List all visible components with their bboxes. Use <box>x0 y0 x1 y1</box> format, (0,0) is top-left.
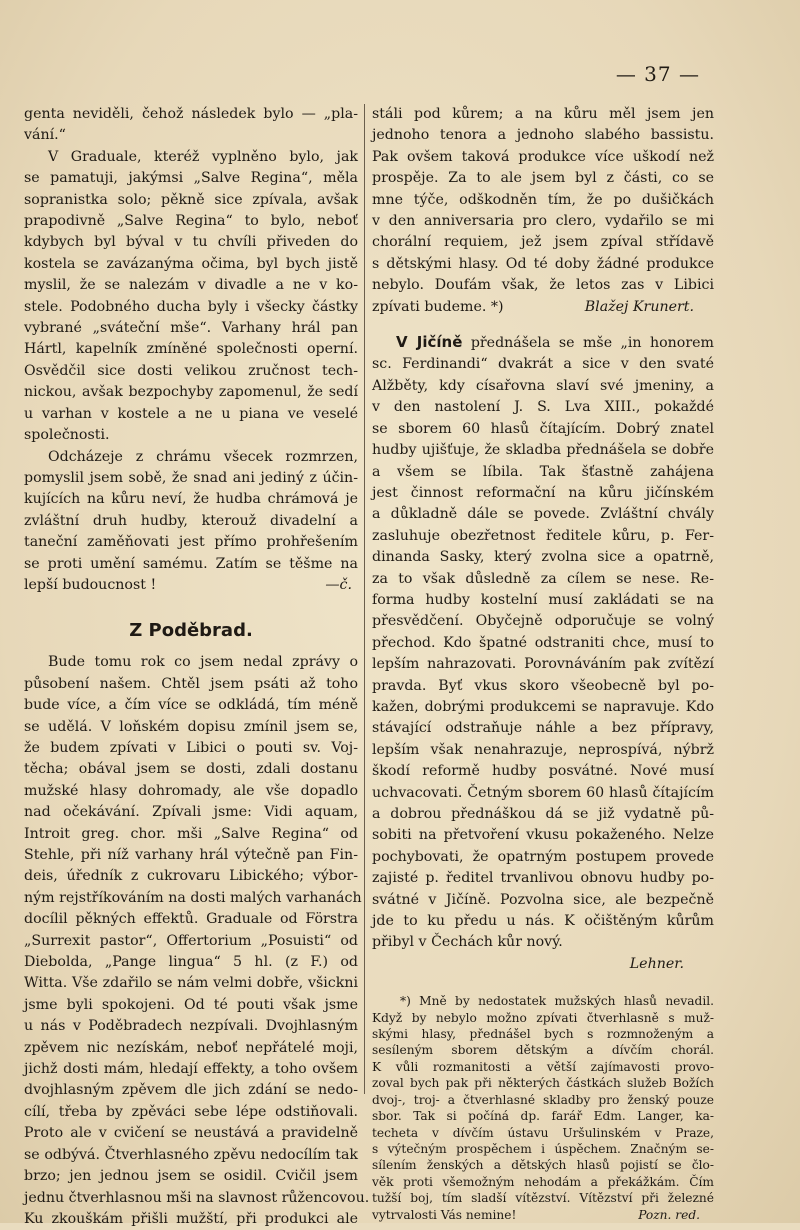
text-line: zvláštní druh hudby, kterouž divadelní a <box>24 512 358 529</box>
paragraph-1 <box>24 104 358 147</box>
page-number: — 37 — <box>615 62 700 86</box>
text-line: sobiti na přetvoření vkusu pokaženého. Nelze <box>372 827 714 844</box>
text-line: sc. Ferdinandi“ dvakrát a sice v den svaté <box>372 356 714 373</box>
text-line <box>372 332 714 354</box>
text-line: bude více, a čím více se odkládá, tím méně <box>24 697 358 714</box>
text-line: „Surrexit pastor“, Offertorium „Posuisti“ od <box>24 932 358 949</box>
footnote-line: s výtečným prospěchem i úspěchem. Značným se- <box>372 1141 714 1156</box>
text-line: lepším nahrazovati. Porovnáváním pak zvítězí <box>372 656 714 673</box>
text-line: stáli pod kůrem; a na kůru měl jsem jen <box>372 106 714 122</box>
text-line: a důkladně dále se povede. Zvláštní chvály <box>372 506 714 523</box>
text-line: genta neviděli, čehož následek bylo — „pla- <box>24 106 358 122</box>
footnote-signature: Pozn. red. <box>638 1207 700 1222</box>
footnote-line: K vůli rozmanitosti a větší zajímavosti provo- <box>372 1059 714 1074</box>
lead-heading: V Jičíně <box>396 333 463 352</box>
text-line: se sborem 60 hlasů čítajícím. Dobrý znatel <box>372 420 714 437</box>
text-line: Introit greg. chor. mši „Salve Regina“ od <box>24 825 358 842</box>
paragraph-continued <box>372 104 714 318</box>
text-line: mužské hlasy dohromady, ale vše dopadlo <box>24 782 358 799</box>
text-line: stávající odstraňuje náhle a bez přípravy, <box>372 720 714 737</box>
signature: —č. <box>325 576 352 593</box>
text-line: V Graduale, kteréž vyplněno bylo, jak <box>48 148 358 165</box>
text-line: brzo; jen jednou jsem se osidil. Cvičil jsem <box>24 1168 358 1185</box>
footnote-line: *) Mně by nedostatek mužských hlasů nevadil. <box>400 994 714 1009</box>
text-line: se odbývá. Čtverhlasného zpěvu nedocílím tak <box>24 1146 358 1163</box>
text-line: se pamatuji, jakýmsi „Salve Regina“, měla <box>24 170 358 187</box>
text-line: Pak ovšem taková produkce více uškodí než <box>372 148 714 165</box>
text-line: přesvědčení. Obyčejně odporučuje se volný <box>372 613 714 630</box>
text-line: forma hudby kostelní musí zakládati se na <box>372 591 714 608</box>
text-line: vybrané „sváteční mše“. Varhany hrál pan <box>24 320 358 337</box>
text-line: působení našem. Chtěl jsem psáti až toho <box>24 675 358 692</box>
footnote-line: věk proti všemožným nehodám a překážkám. Čím <box>372 1174 714 1189</box>
text-line: lepším však nenahrazuje, neprospívá, nýbrž <box>372 741 714 758</box>
text-line: jednu čtverhlasnou mši na slavnost růžencovou. <box>24 1189 370 1206</box>
text-line: Stehle, při níž varhany hrál výtečně pan Fin- <box>24 847 358 863</box>
text-line: ným rejstříkováním na dosti malých varhanách <box>24 889 362 906</box>
text-line: sopranistka solo; pěkně sice zpívala, avšak <box>24 191 358 208</box>
text-line: Proto ale v cvičení se neustává a pravidelně <box>24 1125 358 1142</box>
footnote-line: techeta v dívčím ústavu Uršulinském v Praze, <box>372 1125 714 1140</box>
text-line: jednoho tenora a jednoho slabého bassistu. <box>372 127 714 144</box>
text-line: svátné v Jičíně. Pozvolna sice, ale bezpečně <box>372 891 714 908</box>
paragraph-jicin <box>372 332 714 975</box>
footnote-line: dvoj-, troj- a čtverhlasné skladby pro ženský pouze <box>372 1092 714 1107</box>
text-line-with-signature <box>24 575 358 596</box>
text-line: zajisté p. ředitel trvanlivou obnovu hudby po- <box>372 870 714 887</box>
text-line: stele. Podobného ducha byly i všecky částky <box>24 298 358 315</box>
text-line: dinanda Sasky, který zvolna sice a opatrně, <box>372 549 714 566</box>
text-line: dvojhlasným zpěvem dle jich zdání se nedo- <box>24 1082 358 1099</box>
text-line: těcha; obával jsem se dosti, zdali dostanu <box>24 761 358 778</box>
text-line: společnosti. <box>24 427 110 444</box>
text-line: Odcházeje z chrámu všecek rozmrzen, <box>48 448 358 465</box>
footnote-line: sbor. Tak si počíná dp. farář Edm. Langer, ka- <box>372 1109 714 1124</box>
section-heading: Z Poděbrad. <box>129 620 253 642</box>
text-line: Alžběty, kdy císařovna slaví své jmeniny, a <box>372 377 714 394</box>
text-fragment: přednášela se mše „in honorem <box>470 335 714 352</box>
left-column <box>24 104 370 1230</box>
footnote-line: sílením ženských a dětských hlasů pojistí se člo- <box>372 1158 714 1173</box>
text-line: Bude tomu rok co jsem nedal zprávy o <box>48 654 358 671</box>
text-line: s dětskými hlasy. Od té doby žádné produkce <box>372 255 714 272</box>
text-line: jde to ku předu u nás. K očištěným kůrům <box>372 913 714 930</box>
text-line: v den nastolení J. S. Lva XIII., pokaždé <box>372 399 714 416</box>
text-line-with-signature <box>372 297 714 318</box>
text-line: vání.“ <box>24 127 66 144</box>
text-line: nickou, avšak bezpochyby zapomenul, že sedí <box>24 384 358 401</box>
text-line: zpívati budeme. *) <box>372 298 504 315</box>
text-line: u varhan v kostele a ne u piana ve veselé <box>24 405 358 422</box>
text-line: cílí, třeba by zpěváci sebe lépe odstiňovali. <box>24 1103 358 1120</box>
footnote-line: zoval bych pak při některých částkách služeb Božích <box>372 1076 714 1091</box>
footnote-line: tužší boj, tím sladší vítězství. Vítězství při železné <box>372 1191 714 1206</box>
text-line: zasluhuje obezřetnost ředitele kůru, p. Fer- <box>372 527 714 544</box>
right-column <box>372 104 714 1223</box>
footnote-line: Když by nebylo možno zpívati čtverhlasně s muž- <box>372 1010 714 1025</box>
text-line: kostela se zavázanýma očima, byl bych jistě <box>24 255 358 272</box>
text-line: jichž dosti mám, hledají effekty, a toho ovšem <box>24 1061 358 1078</box>
text-line: hudby ujišťuje, že skladba přednášela se dobře <box>372 442 714 459</box>
text-line: se udělá. V loňském dopisu zmínil jsem se, <box>24 718 358 735</box>
text-line: že budem zpívati v Libici o pouti sv. Voj- <box>24 739 358 756</box>
footnote-line: sesíleným sborem dětským a dívčím chorál. <box>372 1043 714 1058</box>
text-line: škodí reformě hudby posvátné. Nové musí <box>372 763 714 780</box>
footnote-line: skými hlasy, přednášel bych s rozmnoženým a <box>372 1027 714 1042</box>
text-line: pochybovati, že opatrným postupem provede <box>372 848 714 865</box>
text-line: pomyslil jsem sobě, že snad ani jediný z účin- <box>24 469 358 486</box>
text-line: v den anniversaria pro clero, vydařilo se mi <box>372 213 714 230</box>
signature: Blažej Krunert. <box>584 298 694 315</box>
text-line: Osvědčil sice dosti velikou zručnost tech- <box>24 362 358 379</box>
text-line: u nás v Poděbradech nezpívali. Dvojhlasným <box>24 1018 358 1035</box>
text-line: myslil, že se nalezám v divadle a ne v ko- <box>24 277 358 294</box>
text-line: nebylo. Doufám však, že letos zas v Libici <box>372 277 714 294</box>
text-line: pravda. Byť vkus skoro všeobecně byl po- <box>372 677 714 694</box>
text-line: lepší budoucnost ! <box>24 576 157 593</box>
text-line: mne týče, odškodněn tím, že po dušičkách <box>372 191 714 208</box>
text-line: přechod. Kdo špatné odstraniti chce, musí to <box>372 634 714 651</box>
footnote <box>372 993 714 1223</box>
paragraph-odchazeje <box>24 447 358 597</box>
text-line: prospěje. Za to ale jsem byl z části, co se <box>372 170 714 187</box>
paragraph-podebrady <box>24 652 370 1230</box>
text-line: kdybych byl býval v tu chvíli přiveden do <box>24 234 358 251</box>
text-line: prapodivně „Salve Regina“ to bylo, neboť <box>24 213 358 230</box>
footnote-line-with-signature <box>372 1207 714 1223</box>
text-line: za to však důsledně za cílem se nese. Re- <box>372 570 714 587</box>
text-line: Diebolda, „Pange lingua“ 5 hl. (z F.) od <box>24 954 358 971</box>
text-line: a všem se líbila. Tak šťastně zahájena <box>372 463 714 480</box>
text-line: se proti umění samému. Zatím se těšme na <box>24 555 358 572</box>
footnote-line: vytrvalosti Vás nemine! <box>372 1207 517 1222</box>
text-line: jsme byli spokojeni. Od té pouti však jsme <box>24 996 358 1013</box>
text-line: a dobrou přednáškou dá se již vydatně pů- <box>372 806 714 822</box>
paragraph-graduale <box>24 147 358 447</box>
text-line: přibyl v Čechách kůr nový. <box>372 934 563 951</box>
text-line: zpěvem nic nezískám, neboť nepřátelé moji, <box>24 1039 358 1056</box>
text-line: Ku zkouškám přišli mužští, při produkci ale <box>24 1210 358 1227</box>
column-divider <box>364 104 365 1094</box>
text-line: nad očekávání. Zpívali jsme: Vidi aquam, <box>24 804 358 821</box>
signature: Lehner. <box>629 955 684 972</box>
text-line: deis, úředník z cukrovaru Libického; výbor- <box>24 868 358 885</box>
text-line: docílil pěkných effektů. Graduale od Förstra <box>24 911 358 928</box>
text-line: kažen, dobrými produkcemi se napravuje. Kdo <box>372 698 714 715</box>
text-line: Witta. Vše zdařilo se nám velmi dobře, všickni <box>24 975 358 992</box>
text-line: kujících na kůru neví, že hudba chrámová je <box>24 491 358 508</box>
text-line: uchvacovati. Četným sborem 60 hlasů čítajícím <box>372 784 714 801</box>
text-line: Hártl, kapelník zmíněné společnosti operní. <box>24 341 358 358</box>
text-line: taneční zaměňovati jest přímo prohřešením <box>24 534 358 551</box>
spacer <box>372 318 714 332</box>
text-line: chorální requiem, jež jsem zpíval střídavě <box>372 234 714 251</box>
text-line: jest činnost reformační na kůru jičínském <box>372 484 714 501</box>
